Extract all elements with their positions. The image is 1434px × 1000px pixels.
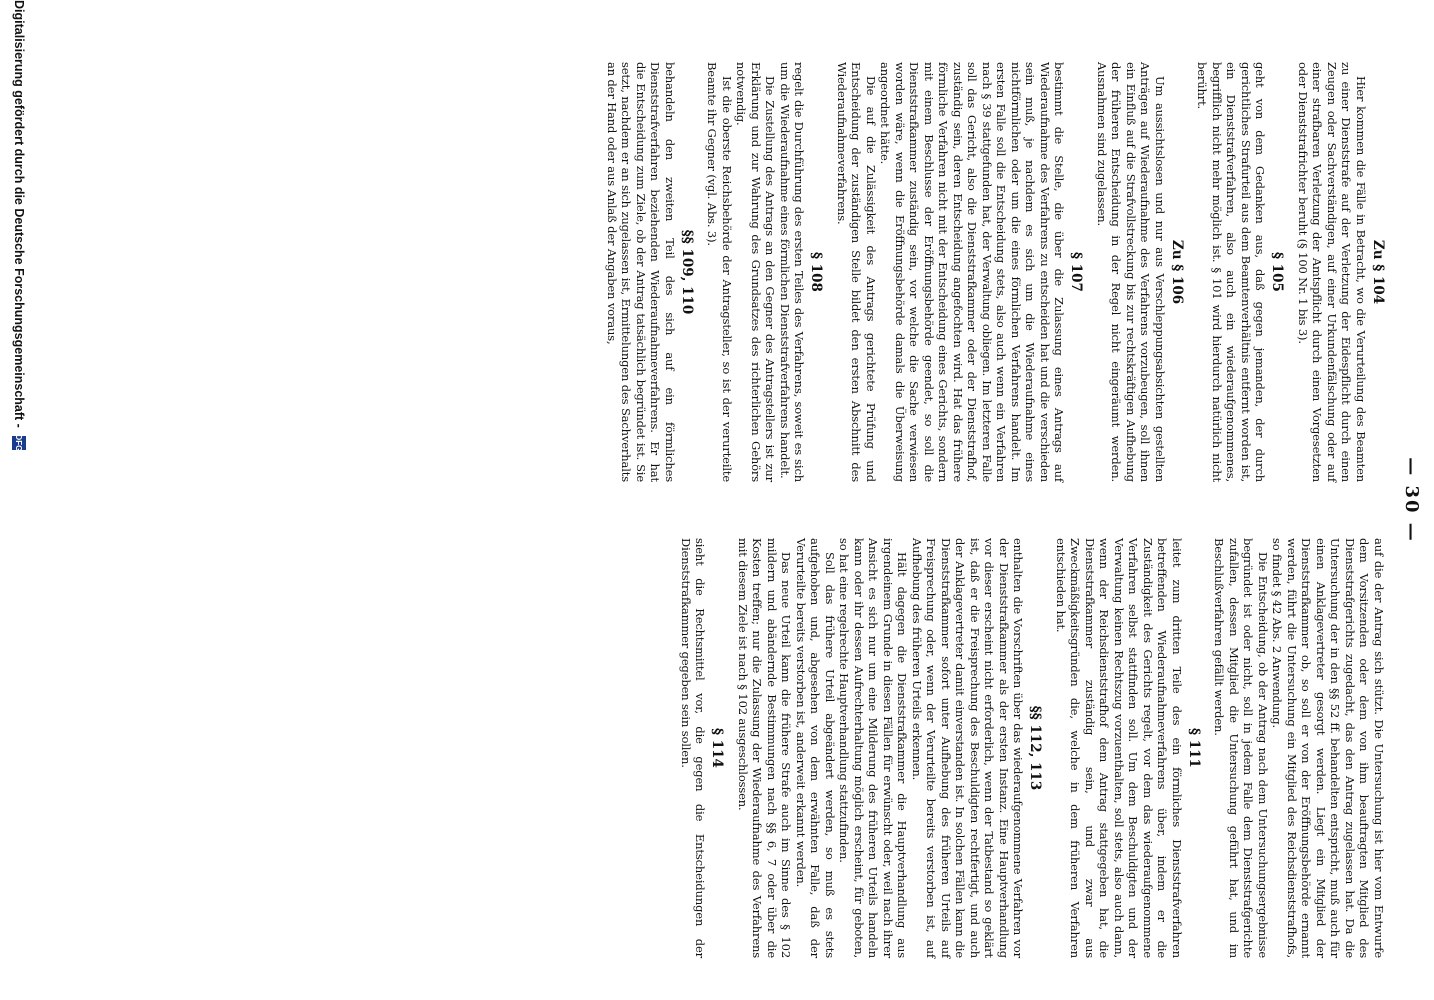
paragraph: Hier kommen die Fälle in Betracht, wo die Verurteilung des Beamten zu einer Dienststrafe auf der Verletzung der Eidespflicht durch einen Zeugen oder Sachverständigen, auf einer Urkundenfälschung oder auf einer strafbaren Verletzung der Amtspflicht durch einen Vorgesetzten oder Dienststrafrichter beruht (§ 100 Nr. 1 bis 3). [1296,62,1368,482]
section-heading: § 105 [1269,252,1286,292]
section-109-110-continued [1212,538,1386,958]
section-105 [1195,62,1286,482]
section-heading: § 111 [1186,728,1202,768]
section-heading: §§ 109, 110 [679,229,695,315]
section-heading: Zu § 104 [1370,239,1386,305]
paragraph: Die auf die Zulässigkeit des Antrags gerichtete Prüfung und Entscheidung der zuständigen Stelle bildet den ersten Abschnitt des Wiederaufnahmeverfahrens. [835,62,878,482]
paragraph: Das neue Urteil kann die frühere Strafe auch im Sinne des § 102 mildern und abändernde Bestimmungen nach §§ 6, 7 oder über die Kosten treffen; nur die Zulassung der Wiederaufnahme des Verfahrens mit diesem Ziele ist nach § 102 ausgeschlossen. [736,538,794,958]
paragraph: enthalten die Vorschriften über das wiederaufgenommene Verfahren vor der Dienststrafkammer als der ersten Instanz. Eine Hauptverhandlung vor dieser erscheint nicht erforderlich, wenn der Tatbestand so geklärt ist, daß er die Freisprechung des Beschuldigten rechtfertigt, und auch der Anklagevertreter damit einverstanden ist. In solchen Fällen kann die Dienststrafkammer sofort unter Aufhebung des früheren Urteils auf Freisprechung oder, wenn der Verurteilte bereits verstorben ist, auf Aufhebung des früheren Urteils erkennen. [910,538,1026,958]
paragraph: auf die der Antrag sich stützt. Die Untersuchung ist hier vom Entwurfe dem Vorsitzenden oder dem von ihm beauftragten Mitglied des Dienststrafgerichts zugedacht, das den Antrag zugelassen hat. Da die Untersuchung der in den §§ 52 ff. behandelten entspricht, muß auch für einen Anklagevertreter gesorgt werden. Liegt ein Mitglied der Dienststrafkammer ob, so soll er von der Eröffnungsbehörde ernannt werden, führt die Untersuchung ein Mitglied des Reichsdienststrafhofs, so findet § 42 Abs. 2 Anwendung. [1270,538,1386,958]
paragraph: Die Zustellung des Antrags an den Gegner des Antragstellers ist zur Erklärung und zur Wahrung des Grundsatzes des richterlichen Gehörs notwendig. [734,62,778,482]
digitization-footer [8,0,30,1000]
section-112-113 [736,538,1044,958]
digitization-note: Digitalisierung gefördert durch die Deutsche Forschungsgemeinschaft - [12,0,26,428]
paragraph: Hält dagegen die Dienststrafkammer die Hauptverhandlung aus irgendeinem Grunde in diesen Fällen für erwünscht oder, weil nach ihrer Ansicht es sich nur um eine Milderung des früheren Urteils handeln kann oder ihr dessen Aufrechterhaltung möglich erscheint, für geboten, so hat eine regelrechte Hauptverhandlung stattzufinden. [837,538,910,958]
section-114 [679,538,726,958]
section-107 [835,62,1085,482]
dfg-logo: DFG [12,436,26,450]
section-108 [705,62,825,482]
paragraph: sieht die Rechtsmittel vor, die gegen die Entscheidungen der Dienststrafkammer gegeben sein sollen. [679,538,708,958]
section-heading: §§ 112, 113 [1027,705,1044,791]
paragraph: Die Entscheidung, ob der Antrag nach dem Untersuchungsergebnisse begründet ist oder nicht, soll in jedem Falle dem Dienststrafgerichte zufallen, dessen Mitglied die Untersuchung geführt hat, und im Beschlußverfahren gefällt werden. [1212,538,1270,958]
page-number: — 30 — [1401,457,1422,543]
section-109-110 [605,62,696,482]
section-heading: § 108 [808,252,825,292]
section-heading: Zu § 106 [1169,239,1185,305]
left-column [605,62,1387,482]
paragraph: geht von dem Gedanken aus, daß gegen jemanden, der durch gerichtliches Strafurteil aus dem Beamtenverhältnis entfernt worden ist, ein Dienststrafverfahren, also auch ein wiederaufgenommenes, begrifflich nicht mehr möglich ist. § 101 wird hierdurch natürlich nicht berührt. [1195,62,1268,482]
section-111 [1054,538,1203,958]
paragraph: leitet zum dritten Teile des ein förmliches Dienststrafverfahren betreffenden Wiederaufnahmeverfahrens über, indem er die Zuständigkeit des Gerichts regelt, vor dem das wiederaufgenommene Verfahren selbst stattfinden soll. Um dem Beschuldigten und der Verwaltung keinen Rechtszug vorzuenthalten, soll stets, also auch dann, wenn der Reichsdienststrafhof dem Antrag stattgegeben hat, die Dienststrafkammer zuständig sein, und zwar aus Zweckmäßigkeitsgründen die, welche in dem früheren Verfahren entschieden hat. [1054,538,1184,958]
paragraph: Soll das frühere Urteil abgeändert werden, so muß es stets aufgehoben und, abgesehen von dem erwähnten Falle, daß der Verurteilte bereits verstorben ist, anderweit erkannt werden. [794,538,837,958]
right-column [679,538,1387,958]
section-heading: § 107 [1068,252,1085,292]
section-heading: § 114 [709,728,726,768]
paragraph: Um aussichtslosen und nur aus Verschleppungsabsichten gestellten Anträgen auf Wiederaufnahme des Verfahrens vorzubeugen, soll ihnen ein Einfluß auf die Strafvollstreckung bis zur rechtskräftigen Aufhebung der früheren Entscheidung in der Regel nicht eingeräumt werden. Ausnahmen sind zugelassen. [1095,62,1167,482]
section-106 [1095,62,1186,482]
paragraph: behandeln den zweiten Teil des sich auf ein förmliches Dienststrafverfahren beziehenden Wiederaufnahmeverfahrens. Er hat die Entscheidung zum Ziele, ob der Antrag tatsächlich begründet ist. Sie setzt, nachdem er an sich zugelassen ist, Ermittelungen des Sachverhalts an der Hand oder aus Anlaß der Angaben voraus, [605,62,677,482]
paragraph: regelt die Durchführung des ersten Teiles des Verfahrens, soweit es sich um die Wiederaufnahme eines förmlichen Dienststrafverfahrens handelt. [778,62,807,482]
section-104 [1296,62,1387,482]
paragraph: Ist die oberste Reichsbehörde der Antragsteller, so ist der verurteilte Beamte ihr Gegner (vgl. Abs. 3). [705,62,734,482]
paragraph: bestimmt die Stelle, die über die Zulassung eines Antrags auf Wiederaufnahme des Verfahrens zu entscheiden hat und die verschieden sein muß, je nachdem es sich um die Wiederaufnahme eines nichtförmlichen oder um die eines förmlichen Verfahrens handelt. Im ersten Falle soll die Entscheidung stets, also auch wenn ein Verfahren nach § 39 stattgefunden hat, der Verwaltung obliegen. Im letzteren Falle soll das Gericht, also die Dienststrafkammer oder der Dienststrafhof, zuständig sein, deren Entscheidung angefochten wird. Hat das frühere förmliche Verfahren nicht mit der Entscheidung eines Gerichts, sondern mit einem Beschlusse der Eröffnungsbehörde geendet, so soll die Dienststrafkammer zuständig sein, vor welche die Sache verwiesen worden wäre, wenn die Eröffnungsbehörde damals die Überweisung angeordnet hätte. [878,62,1067,482]
